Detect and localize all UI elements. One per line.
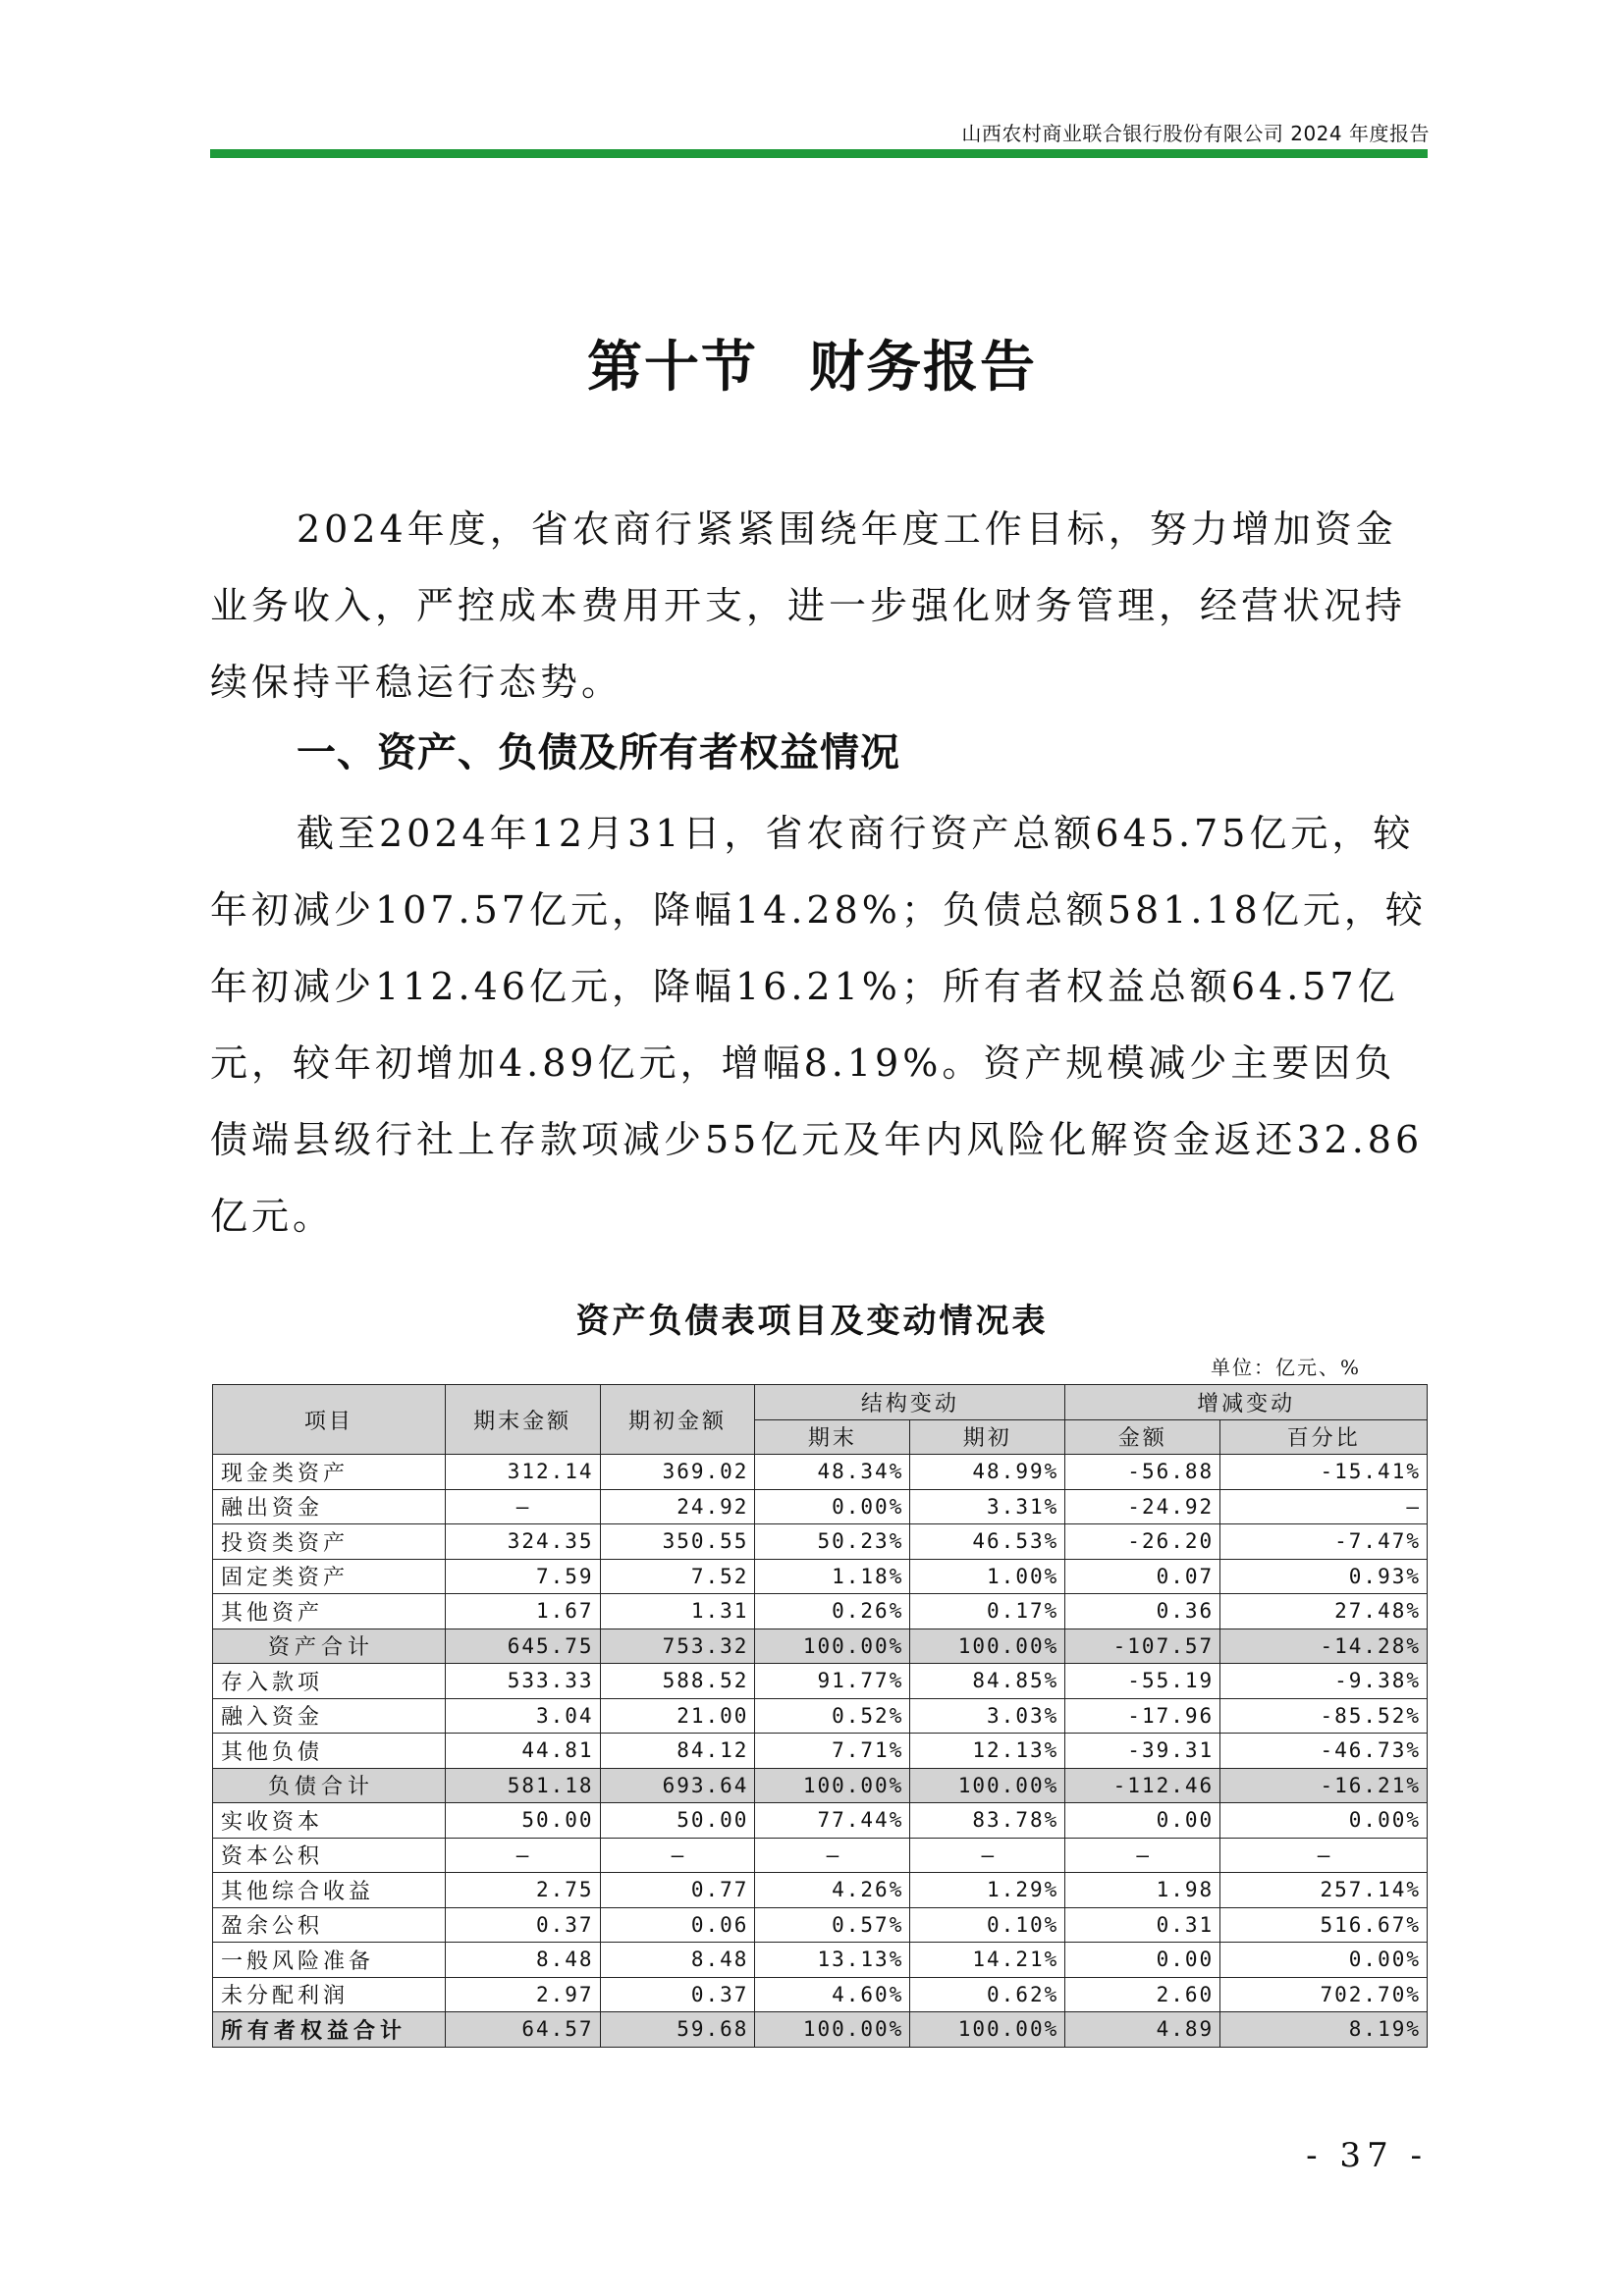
cell-chg: 0.00 <box>1065 1943 1220 1978</box>
cell-end: 3.04 <box>445 1698 600 1734</box>
row-item-label: 其他资产 <box>213 1594 446 1629</box>
cell-begin: 588.52 <box>600 1664 755 1699</box>
cell-end: 2.97 <box>445 1977 600 2012</box>
cell-end: – <box>445 1489 600 1524</box>
row-item-label: 盈余公积 <box>213 1907 446 1943</box>
cell-s-end: 100.00% <box>755 1768 910 1803</box>
cell-pct: 702.70% <box>1220 1977 1428 2012</box>
cell-s-begin: 0.17% <box>910 1594 1065 1629</box>
cell-pct: 0.00% <box>1220 1943 1428 1978</box>
cell-s-end: 0.52% <box>755 1698 910 1734</box>
row-item-label: 资本公积 <box>213 1838 446 1873</box>
cell-pct: 516.67% <box>1220 1907 1428 1943</box>
cell-pct: 27.48% <box>1220 1594 1428 1629</box>
cell-chg: -26.20 <box>1065 1524 1220 1560</box>
cell-end: 533.33 <box>445 1664 600 1699</box>
header-rule <box>210 149 1428 158</box>
header-item: 项目 <box>213 1385 446 1455</box>
cell-end: 581.18 <box>445 1768 600 1803</box>
cell-chg: -17.96 <box>1065 1698 1220 1734</box>
table-row <box>213 1698 1428 1734</box>
row-item-label: 未分配利润 <box>213 1977 446 2012</box>
section-name: 财务报告 <box>809 336 1037 400</box>
cell-chg: – <box>1065 1838 1220 1873</box>
cell-s-end: 91.77% <box>755 1664 910 1699</box>
row-item-label: 其他负债 <box>213 1734 446 1769</box>
table-row <box>213 1943 1428 1978</box>
row-item-label: 融出资金 <box>213 1489 446 1524</box>
cell-pct: -16.21% <box>1220 1768 1428 1803</box>
cell-pct: -15.41% <box>1220 1455 1428 1490</box>
subheading: 一、资产、负债及所有者权益情况 <box>297 730 900 775</box>
cell-begin: 21.00 <box>600 1698 755 1734</box>
cell-pct: -46.73% <box>1220 1734 1428 1769</box>
cell-chg: -39.31 <box>1065 1734 1220 1769</box>
table-row <box>213 1907 1428 1943</box>
cell-s-end: 7.71% <box>755 1734 910 1769</box>
cell-s-begin: 14.21% <box>910 1943 1065 1978</box>
cell-s-begin: 100.00% <box>910 1629 1065 1664</box>
table-row <box>213 1803 1428 1839</box>
row-item-label: 固定类资产 <box>213 1559 446 1594</box>
cell-end: 50.00 <box>445 1803 600 1839</box>
cell-chg: 0.31 <box>1065 1907 1220 1943</box>
cell-end: 64.57 <box>445 2012 600 2048</box>
cell-s-end: 0.00% <box>755 1489 910 1524</box>
cell-s-end: 0.57% <box>755 1907 910 1943</box>
table-row <box>213 1768 1428 1803</box>
cell-end: 312.14 <box>445 1455 600 1490</box>
row-item-label: 其他综合收益 <box>213 1873 446 1908</box>
cell-end: – <box>445 1838 600 1873</box>
cell-begin: 7.52 <box>600 1559 755 1594</box>
cell-end: 44.81 <box>445 1734 600 1769</box>
table-row <box>213 1873 1428 1908</box>
cell-s-end: 0.26% <box>755 1594 910 1629</box>
report-header-title: 山西农村商业联合银行股份有限公司 2024 年度报告 <box>961 122 1430 145</box>
table-row <box>213 1489 1428 1524</box>
cell-pct: – <box>1220 1489 1428 1524</box>
cell-s-begin: 0.62% <box>910 1977 1065 2012</box>
cell-s-begin: 12.13% <box>910 1734 1065 1769</box>
cell-chg: -55.19 <box>1065 1664 1220 1699</box>
table-row <box>213 1559 1428 1594</box>
cell-pct: 257.14% <box>1220 1873 1428 1908</box>
table-row <box>213 1594 1428 1629</box>
cell-begin: 369.02 <box>600 1455 755 1490</box>
header-change-amount: 金额 <box>1065 1419 1220 1455</box>
table-row <box>213 1664 1428 1699</box>
cell-chg: -24.92 <box>1065 1489 1220 1524</box>
cell-s-begin: 84.85% <box>910 1664 1065 1699</box>
cell-s-begin: 3.03% <box>910 1698 1065 1734</box>
table-row <box>213 1734 1428 1769</box>
header-begin-amount: 期初金额 <box>600 1385 755 1455</box>
cell-s-end: 100.00% <box>755 1629 910 1664</box>
cell-s-begin: 100.00% <box>910 1768 1065 1803</box>
cell-s-end: 48.34% <box>755 1455 910 1490</box>
page-number: - 37 - <box>1306 2136 1428 2175</box>
row-item-label: 融入资金 <box>213 1698 446 1734</box>
body-paragraph: 截至2024年12月31日，省农商行资产总额645.75亿元，较年初减少107.57亿元，降幅14.28%；负债总额581.18亿元，较年初减少112.46亿元，降幅16.21%；所有者权益总额64.57亿元，较年初增加4.89亿元，增幅8.19%。资产规模减少主要因负债端县级行社上存款项减少55亿元及年内风险化解资金返还32.86亿元。 <box>210 812 1427 1238</box>
cell-s-end: 13.13% <box>755 1943 910 1978</box>
header-structure-end: 期末 <box>755 1419 910 1455</box>
cell-s-begin: 83.78% <box>910 1803 1065 1839</box>
cell-s-end: 4.26% <box>755 1873 910 1908</box>
cell-s-begin: 100.00% <box>910 2012 1065 2048</box>
table-row <box>213 1838 1428 1873</box>
cell-chg: 2.60 <box>1065 1977 1220 2012</box>
cell-chg: -56.88 <box>1065 1455 1220 1490</box>
cell-begin: 0.37 <box>600 1977 755 2012</box>
cell-chg: 0.36 <box>1065 1594 1220 1629</box>
cell-begin: 350.55 <box>600 1524 755 1560</box>
cell-begin: 24.92 <box>600 1489 755 1524</box>
cell-end: 1.67 <box>445 1594 600 1629</box>
cell-chg: 4.89 <box>1065 2012 1220 2048</box>
cell-pct: 0.93% <box>1220 1559 1428 1594</box>
cell-s-end: 4.60% <box>755 1977 910 2012</box>
row-item-label: 现金类资产 <box>213 1455 446 1490</box>
table-row <box>213 1629 1428 1664</box>
cell-s-begin: 0.10% <box>910 1907 1065 1943</box>
header-change-percent: 百分比 <box>1220 1419 1428 1455</box>
cell-begin: 693.64 <box>600 1768 755 1803</box>
balance-sheet-table <box>212 1384 1428 2048</box>
cell-begin: 0.06 <box>600 1907 755 1943</box>
table-unit: 单位：亿元、% <box>1210 1356 1361 1379</box>
cell-begin: 1.31 <box>600 1594 755 1629</box>
cell-s-end: 50.23% <box>755 1524 910 1560</box>
intro-paragraph: 2024年度，省农商行紧紧围绕年度工作目标，努力增加资金业务收入，严控成本费用开支，进一步强化财务管理，经营状况持续保持平稳运行态势。 <box>210 507 1407 704</box>
table-row <box>213 1524 1428 1560</box>
cell-begin: 59.68 <box>600 2012 755 2048</box>
cell-begin: – <box>600 1838 755 1873</box>
row-item-label: 一般风险准备 <box>213 1943 446 1978</box>
cell-pct: 0.00% <box>1220 1803 1428 1839</box>
cell-s-begin: 1.00% <box>910 1559 1065 1594</box>
cell-begin: 50.00 <box>600 1803 755 1839</box>
row-item-label: 资产合计 <box>213 1629 446 1664</box>
table-row <box>213 1977 1428 2012</box>
cell-end: 0.37 <box>445 1907 600 1943</box>
table-row <box>213 2012 1428 2048</box>
cell-chg: -107.57 <box>1065 1629 1220 1664</box>
cell-begin: 0.77 <box>600 1873 755 1908</box>
cell-s-end: 100.00% <box>755 2012 910 2048</box>
cell-chg: 0.00 <box>1065 1803 1220 1839</box>
cell-begin: 84.12 <box>600 1734 755 1769</box>
cell-end: 7.59 <box>445 1559 600 1594</box>
cell-end: 2.75 <box>445 1873 600 1908</box>
cell-chg: 1.98 <box>1065 1873 1220 1908</box>
cell-s-begin: 3.31% <box>910 1489 1065 1524</box>
header-structure-change: 结构变动 <box>755 1385 1065 1420</box>
cell-end: 324.35 <box>445 1524 600 1560</box>
cell-s-end: 1.18% <box>755 1559 910 1594</box>
table-body <box>213 1455 1428 2048</box>
cell-pct: -9.38% <box>1220 1664 1428 1699</box>
table-title: 资产负债表项目及变动情况表 <box>575 1302 1049 1341</box>
table-row <box>213 1455 1428 1490</box>
row-item-label: 实收资本 <box>213 1803 446 1839</box>
header-end-amount: 期末金额 <box>445 1385 600 1455</box>
cell-s-begin: – <box>910 1838 1065 1873</box>
cell-pct: – <box>1220 1838 1428 1873</box>
cell-chg: -112.46 <box>1065 1768 1220 1803</box>
cell-pct: 8.19% <box>1220 2012 1428 2048</box>
cell-s-begin: 46.53% <box>910 1524 1065 1560</box>
row-item-label: 存入款项 <box>213 1664 446 1699</box>
cell-begin: 8.48 <box>600 1943 755 1978</box>
section-title <box>0 324 1624 402</box>
cell-end: 8.48 <box>445 1943 600 1978</box>
cell-s-end: 77.44% <box>755 1803 910 1839</box>
cell-pct: -7.47% <box>1220 1524 1428 1560</box>
header-structure-begin: 期初 <box>910 1419 1065 1455</box>
row-item-label: 投资类资产 <box>213 1524 446 1560</box>
cell-pct: -14.28% <box>1220 1629 1428 1664</box>
cell-end: 645.75 <box>445 1629 600 1664</box>
cell-s-end: – <box>755 1838 910 1873</box>
row-item-label: 负债合计 <box>213 1768 446 1803</box>
cell-s-begin: 48.99% <box>910 1455 1065 1490</box>
cell-pct: -85.52% <box>1220 1698 1428 1734</box>
header-change: 增减变动 <box>1065 1385 1428 1420</box>
cell-chg: 0.07 <box>1065 1559 1220 1594</box>
section-number: 第十节 <box>587 336 758 400</box>
cell-s-begin: 1.29% <box>910 1873 1065 1908</box>
cell-begin: 753.32 <box>600 1629 755 1664</box>
row-item-label: 所有者权益合计 <box>213 2012 446 2048</box>
